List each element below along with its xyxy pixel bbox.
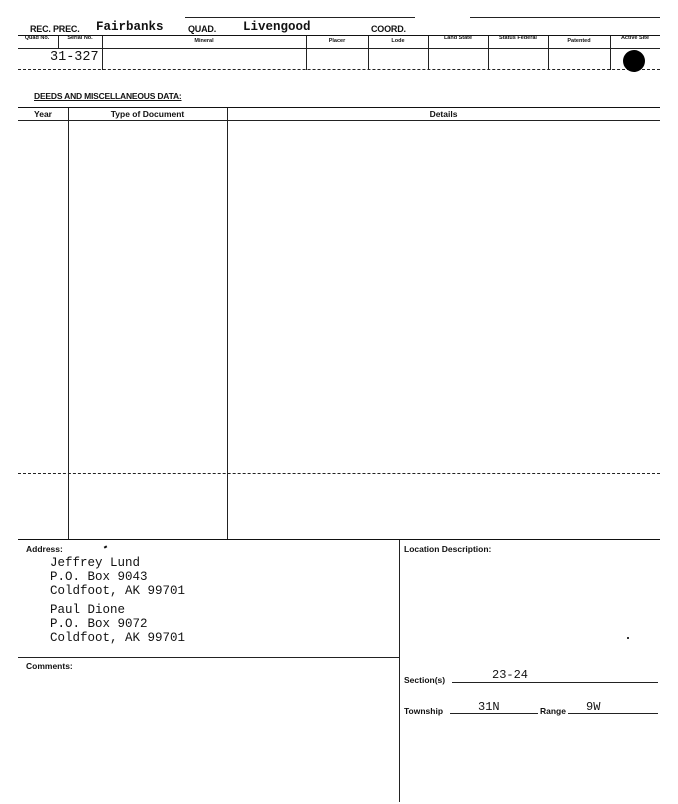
col-land-state: Land State bbox=[443, 35, 473, 41]
col-quad-no: Quad No. bbox=[24, 35, 50, 41]
address-entry-2 bbox=[50, 603, 185, 645]
speck-mark bbox=[627, 637, 629, 639]
section-underline bbox=[452, 682, 658, 683]
township-label: Township bbox=[404, 706, 444, 716]
address-label: Address: bbox=[26, 544, 63, 554]
coord-label: COORD. bbox=[371, 24, 406, 34]
address-line2-2: Coldfoot, AK 99701 bbox=[50, 631, 186, 645]
deeds-col-year: Year bbox=[34, 109, 52, 119]
address-entry-1 bbox=[50, 556, 185, 598]
land-status-divider bbox=[488, 36, 489, 70]
address-location-divider bbox=[399, 540, 400, 802]
quad-label: QUAD. bbox=[188, 24, 216, 34]
deeds-section-title: DEEDS AND MISCELLANEOUS DATA: bbox=[34, 91, 182, 101]
column-header-top-rule bbox=[18, 35, 660, 36]
col-status-federal: Status Federal bbox=[499, 35, 537, 41]
address-line1-2: P.O. Box 9072 bbox=[50, 617, 148, 631]
comments-top-rule bbox=[18, 657, 399, 658]
range-underline bbox=[568, 713, 658, 714]
deeds-col-type: Type of Document bbox=[110, 109, 185, 119]
col-patented: Patented bbox=[567, 38, 591, 44]
range-label: Range bbox=[540, 706, 566, 716]
quad-serial-value: 31-327 bbox=[50, 50, 99, 65]
deeds-bottom-rule bbox=[18, 539, 660, 540]
column-header-bottom-rule bbox=[18, 48, 660, 49]
header-top-rule bbox=[185, 17, 415, 18]
address-name-2: Paul Dione bbox=[50, 603, 126, 617]
rec-prec-value: Fairbanks bbox=[96, 20, 164, 34]
comments-label: Comments: bbox=[26, 661, 73, 671]
deeds-col-details: Details bbox=[429, 109, 458, 119]
deeds-type-divider bbox=[227, 108, 228, 539]
col-lode: Lode bbox=[391, 38, 405, 44]
active-site-filled-dot bbox=[623, 50, 645, 72]
location-description-label: Location Description: bbox=[404, 544, 492, 554]
header-top-rule-right bbox=[470, 17, 660, 18]
quad-serial-divider bbox=[58, 36, 59, 48]
lode-land-divider bbox=[428, 36, 429, 70]
quad-value: Livengood bbox=[243, 20, 311, 34]
record-row-dashed-rule bbox=[18, 69, 660, 70]
address-name-1: Jeffrey Lund bbox=[50, 556, 141, 570]
range-value: 9W bbox=[586, 700, 601, 714]
address-line1-1: P.O. Box 9043 bbox=[50, 570, 148, 584]
col-placer: Placer bbox=[328, 38, 346, 44]
col-serial-no: Serial No. bbox=[67, 35, 93, 41]
patented-active-divider bbox=[610, 36, 611, 70]
deeds-dashed-rule bbox=[18, 473, 660, 474]
deeds-top-rule bbox=[18, 107, 660, 108]
col-active-site: Active Site bbox=[620, 35, 650, 41]
deeds-year-divider bbox=[68, 108, 69, 539]
township-value: 31N bbox=[478, 700, 500, 714]
address-line2-1: Coldfoot, AK 99701 bbox=[50, 584, 186, 598]
section-label: Section(s) bbox=[404, 675, 446, 685]
section-value: 23-24 bbox=[492, 668, 529, 682]
ink-mark bbox=[104, 545, 108, 548]
deeds-header-rule bbox=[18, 120, 660, 121]
col-mineral: Mineral bbox=[194, 38, 214, 44]
rec-prec-label: REC. PREC. bbox=[30, 24, 80, 34]
